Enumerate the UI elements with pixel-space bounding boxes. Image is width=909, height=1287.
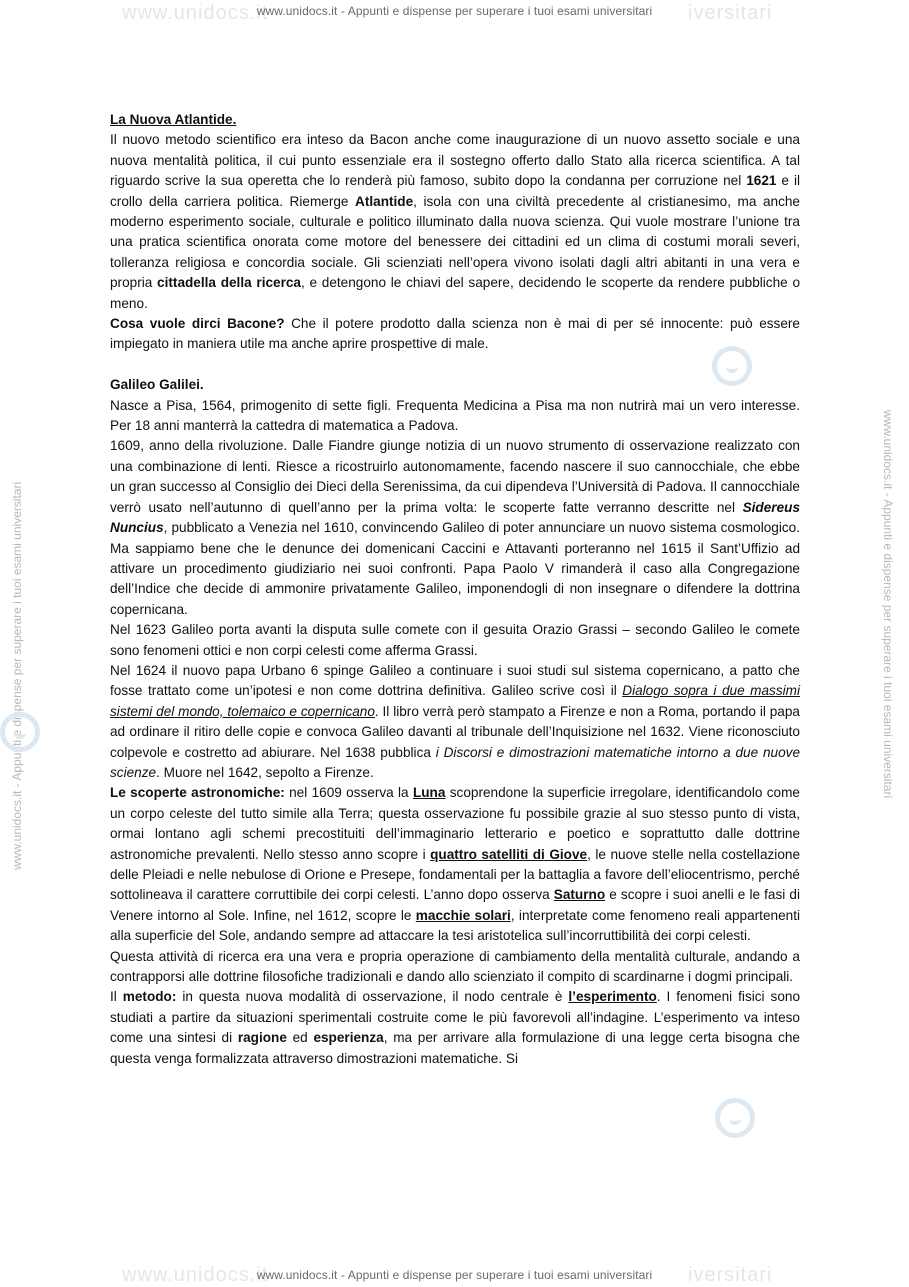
text-run: cittadella della ricerca <box>157 275 301 291</box>
text-run: l’esperimento <box>568 989 657 1005</box>
text-run: metodo: <box>122 989 177 1005</box>
text-run: esperienza <box>313 1030 384 1046</box>
text-run: , interpretate come fenomeno reali appartenenti alla superficie del Sole, andando sempre ad attaccare la tesi aristotelica sull’incorruttibilità dei corpi celesti. <box>110 907 800 944</box>
paragraph <box>110 947 800 988</box>
text-run: 1609, anno della rivoluzione. Dalle Fiandre giunge notizia di un nuovo strumento di osservazione realizzato con una combinazione di lenti. Riesce a ricostruirlo autonomamente, facendo nascere il suo cannocchiale, che ebbe un gran successo al Consiglio dei Dieci della Serenissima, da cui dipendeva l’Università di Padova. Il cannocchiale verrò usato nell’autunno di quell’anno per la prima volta: le scoperte fatte verranno descritte nel <box>110 438 800 515</box>
text-run: Nel 1624 il nuovo papa Urbano 6 spinge Galileo a continuare i suoi studi sul sistema copernicano, a patto che fosse trattato come un’ipotesi e non come dottrina definitiva. Galileo scrive così il <box>110 662 800 699</box>
text-run: 1621 <box>746 173 777 189</box>
unidocs-logo-icon <box>715 1098 755 1138</box>
section-spacer <box>110 355 800 375</box>
text-run: , e detengono le chiavi del sapere, decidendo le scoperte da rendere pubbliche o meno. <box>110 275 801 311</box>
text-run: Le scoperte astronomiche: <box>110 785 285 801</box>
watermark-ghost-top: www.unidocs.it <box>122 2 269 24</box>
text-run: Che il potere prodotto dalla scienza non è mai di per sé innocente: può essere impiegato in maniera utile ma anche aprire prospettive di male. <box>110 316 800 352</box>
paragraph <box>110 620 800 661</box>
text-run: nel 1609 osserva la <box>284 785 413 801</box>
section-title: La Nuova Atlantide. <box>110 112 237 127</box>
paragraph <box>110 661 800 783</box>
watermark-side-left: www.unidocs.it - Appunti e dispense per superare i tuoi esami universitari <box>10 481 24 870</box>
text-run: , pubblicato a Venezia nel 1610, convincendo Galileo di poter annunciare un nuovo sistema cosmologico. Ma sappiamo bene che le denunce dei domenicani Caccini e Attavanti porteranno nel 1615 il Sant’Uffizio ad attivare un procedimento giudiziario nei suoi confronti. Papa Paolo V rimanderà il caso alla Congregazione dell’Indice che decide di ammonire privatamente Galileo, imponendogli di non insegnare o difendere la dottrina copernicana. <box>110 520 800 617</box>
text-run: ed <box>286 1030 314 1046</box>
text-run: Nel 1623 Galileo porta avanti la disputa sulle comete con il gesuita Orazio Grassi – secondo Galileo le comete sono fenomeni ottici e non corpi celesti come afferma Grassi. <box>110 622 800 658</box>
watermark-bottom: www.unidocs.it - Appunti e dispense per superare i tuoi esami universitari <box>256 1268 653 1282</box>
watermark-ghost-bottom-right: iversitari <box>688 1264 773 1286</box>
watermark-ghost-bottom: www.unidocs.it <box>122 1264 269 1286</box>
text-run: in questa nuova modalità di osservazione, il nodo centrale è <box>176 989 569 1005</box>
text-run: Nasce a Pisa, 1564, primogenito di sette figli. Frequenta Medicina a Pisa ma non nutrirà mai un vero interesse. Per 18 anni manterrà la cattedra di matematica a Padova. <box>110 397 800 434</box>
text-run: Questa attività di ricerca era una vera e propria operazione di cambiamento della mentalità culturale, andando a contrapporsi alle dottrine filosofiche tradizionali e dando allo scienziato il compito di scardinarne i dogmi principali. <box>110 948 800 985</box>
paragraph <box>110 436 800 620</box>
paragraph <box>110 314 800 355</box>
text-run: Saturno <box>553 887 606 903</box>
text-run: e il crollo della carriera politica. Riemerge <box>110 173 800 209</box>
watermark-side-right: www.unidocs.it - Appunti e dispense per superare i tuoi esami universitari <box>881 410 895 799</box>
paragraph <box>110 783 800 946</box>
paragraph <box>110 987 800 1069</box>
text-run: i Discorsi e dimostrazioni matematiche intorno a due nuove scienze <box>110 744 801 780</box>
watermark-top: www.unidocs.it - Appunti e dispense per superare i tuoi esami universitari <box>256 4 653 18</box>
text-run: scoprendone la superficie irregolare, identificandolo come un corpo celeste del tutto simile alla Terra; questa osservazione fu possibile grazie al suo stesso punto di vista, ormai lontano agli schemi precostituiti dell’immaginario letterario e poetico e soprattutto dalle dottrine astronomiche prevalenti. Nello stesso anno scopre i <box>110 785 800 862</box>
text-run: e scopre i suoi anelli e le fasi di Venere intorno al Sole. Infine, nel 1612, scopre le <box>110 887 800 923</box>
text-run: macchie solari <box>415 907 511 923</box>
text-run: quattro satelliti di Giove <box>430 846 588 862</box>
text-run: . Il libro verrà però stampato a Firenze e non a Roma, portando il papa ad ordinare il ritiro delle copie e convoca Galileo davanti al tribunale dell’Inquisizione nel 1632. Viene riconosciuto colpevole e costretto ad abiurare. Nel 1638 pubblica <box>110 703 800 760</box>
text-run: Atlantide <box>355 193 414 209</box>
text-run: ragione <box>237 1030 287 1046</box>
text-run: Luna <box>412 785 446 801</box>
text-run: , isola con una civiltà precedente al cristianesimo, ma anche moderno esperimento sociale, culturale e politico illuminato dalla nuova scienza. Qui vuole mostrare l’unione tra una pratica scientifica onorata come motore del benessere dei cittadini ed un clima di costumi morali severi, tolleranza religiosa e concordia sociale. Gli scienziati nell’opera vivono isolati dagli altri abitanti in una vera e propria <box>110 193 800 291</box>
text-run: Cosa vuole dirci Bacone? <box>110 316 285 332</box>
section-title: Galileo Galilei. <box>110 377 204 393</box>
text-run: . I fenomeni fisici sono studiati a partire da situazioni sperimentali costruite come le più favorevoli all’indagine. L’esperimento va inteso come una sintesi di <box>110 989 801 1046</box>
text-run: , ma per arrivare alla formulazione di una legge certa bisogna che questa venga formalizzata attraverso dimostrazioni matematiche. Si <box>110 1030 800 1066</box>
watermark-ghost-top-right: iversitari <box>688 2 773 24</box>
paragraph <box>110 130 800 314</box>
text-run: Il <box>110 989 123 1005</box>
text-run: . Muore nel 1642, sepolto a Firenze. <box>156 764 374 780</box>
text-run: Dialogo sopra i due massimi sistemi del mondo, tolemaico e copernicano <box>110 683 800 719</box>
text-run: , le nuove stelle nella costellazione delle Pleiadi e nelle nebulose di Orione e Presepe, fondamentali per la battaglia a favore dell’eliocentrismo, perché sottolineava il carattere corruttibile dei corpi celesti. L’anno dopo osserva <box>110 846 801 903</box>
unidocs-logo-icon <box>0 712 40 752</box>
paragraph <box>110 396 800 437</box>
text-run: Sidereus Nuncius <box>110 499 800 536</box>
document-body <box>110 110 800 1069</box>
text-run: Il nuovo metodo scientifico era inteso da Bacon anche come inaugurazione di un nuovo assetto sociale e una nuova mentalità politica, il cui punto essenziale era il sostegno offerto dallo Stato alla ricerca scientifica. A tal riguardo scrive la sua operetta che lo renderà più famoso, subito dopo la condanna per corruzione nel <box>110 132 800 189</box>
